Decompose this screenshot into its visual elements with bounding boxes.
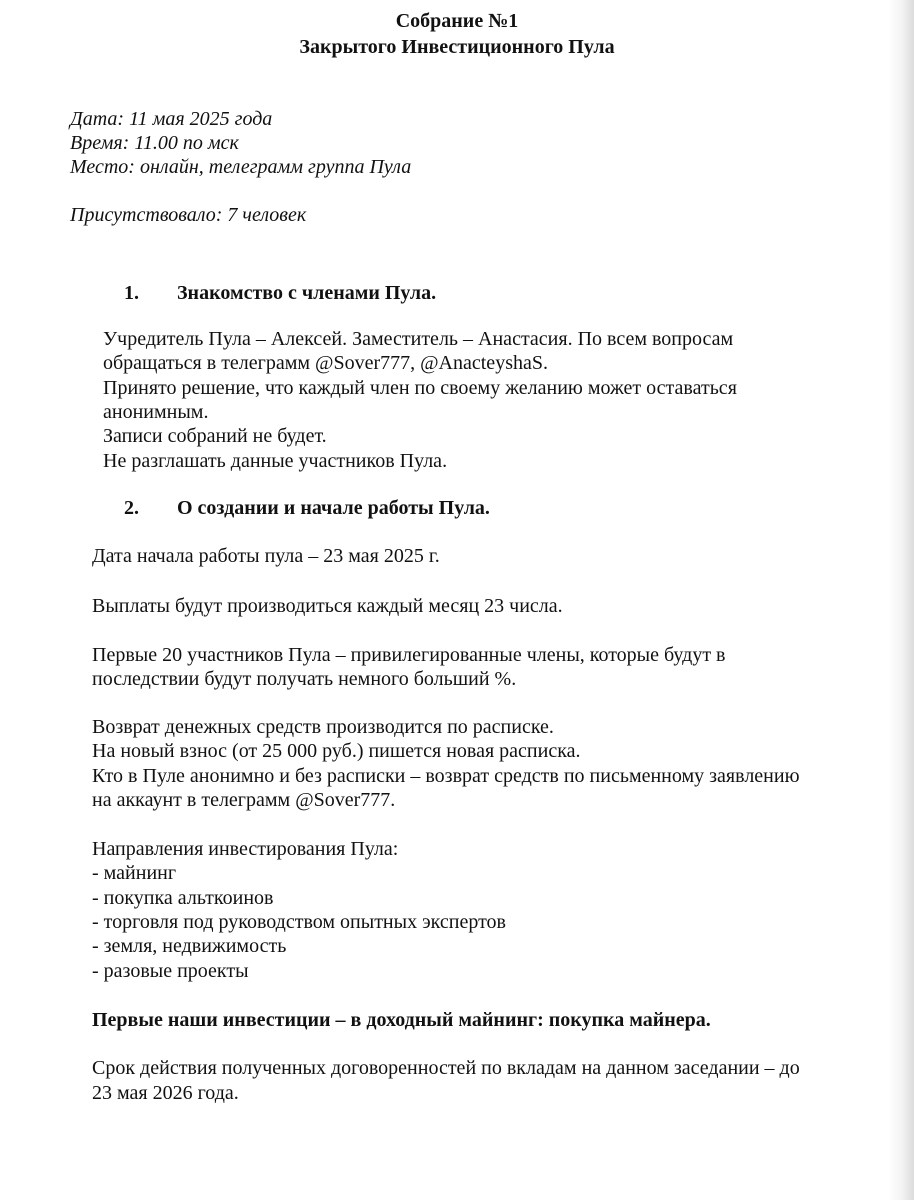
page-edge-shadow — [888, 0, 914, 1200]
direction-item: - торговля под руководством опытных экспертов — [92, 911, 506, 933]
start-date-text: Дата начала работы пула – 23 мая 2025 г. — [92, 545, 440, 567]
section-1-line: Не разглашать данные участников Пула. — [103, 450, 448, 472]
refund-line: Возврат денежных средств производится по расписке. — [92, 716, 554, 738]
section-1-line: обращаться в телеграмм @Sover777, @AnacteyshaS. — [103, 352, 548, 374]
section-1-line: анонимным. — [103, 401, 209, 423]
meeting-date: Дата: 11 мая 2025 года — [70, 108, 273, 130]
section-2-title: О создании и начале работы Пула. — [177, 497, 490, 519]
direction-item: - покупка альткоинов — [92, 887, 274, 909]
section-1-line: Записи собраний не будет. — [103, 425, 327, 447]
privileged-line: последствии будут получать немного больший %. — [92, 668, 517, 690]
direction-item: - разовые проекты — [92, 960, 249, 982]
meeting-attendance: Присутствовало: 7 человек — [70, 204, 307, 226]
section-2-number: 2. — [124, 497, 139, 519]
meeting-place: Место: онлайн, телеграмм группа Пула — [70, 156, 412, 178]
direction-item: - земля, недвижимость — [92, 935, 287, 957]
refund-line: На новый взнос (от 25 000 руб.) пишется новая расписка. — [92, 740, 581, 762]
term-line: Срок действия полученных договоренностей по вкладам на данном заседании – до — [92, 1057, 800, 1079]
section-1-line: Принято решение, что каждый член по своему желанию может оставаться — [103, 377, 737, 399]
privileged-line: Первые 20 участников Пула – привилегированные члены, которые будут в — [92, 644, 726, 666]
refund-line: Кто в Пуле анонимно и без расписки – возврат средств по письменному заявлению — [92, 765, 800, 787]
refund-line: на аккаунт в телеграмм @Sover777. — [92, 789, 396, 811]
payments-text: Выплаты будут производиться каждый месяц 23 числа. — [92, 595, 563, 617]
section-1-title: Знакомство с членами Пула. — [177, 282, 437, 304]
term-line: 23 мая 2026 года. — [92, 1082, 239, 1104]
section-1-line: Учредитель Пула – Алексей. Заместитель – Анастасия. По всем вопросам — [103, 328, 734, 350]
first-investment-text: Первые наши инвестиции – в доходный майнинг: покупка майнера. — [92, 1009, 711, 1031]
section-1-number: 1. — [124, 282, 139, 304]
document-title: Собрание №1 — [395, 10, 519, 32]
direction-item: - майнинг — [92, 862, 177, 884]
directions-title: Направления инвестирования Пула: — [92, 838, 399, 860]
meeting-time: Время: 11.00 по мск — [70, 132, 239, 154]
document-subtitle: Закрытого Инвестиционного Пула — [299, 36, 615, 58]
